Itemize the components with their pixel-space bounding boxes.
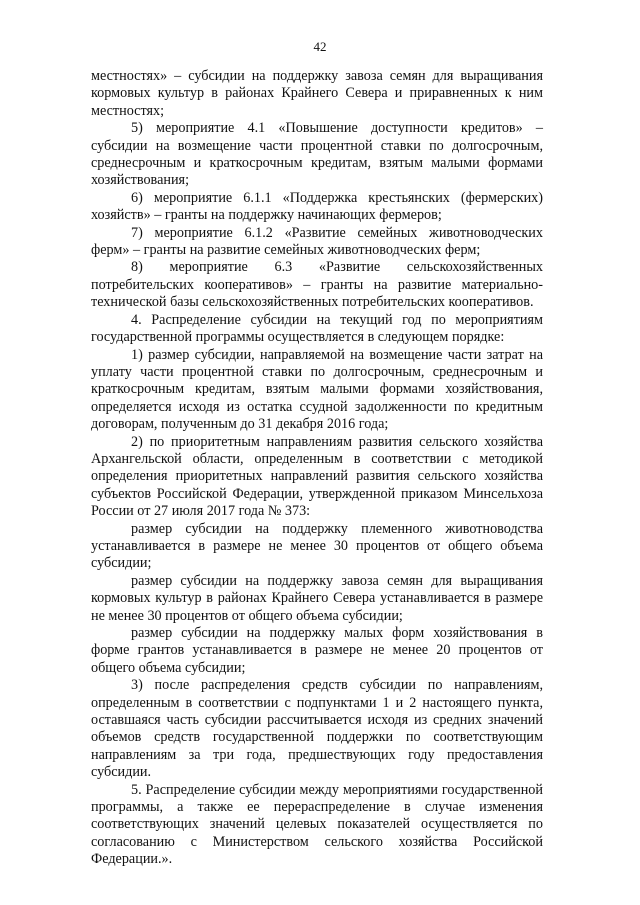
paragraph-grants-share: размер субсидии на поддержку малых форм хозяйствования в форме грантов устанавливается в размере не менее 20 процентов от общего объема субсидии;: [91, 625, 543, 676]
paragraph-breeding-share: размер субсидии на поддержку племенного животноводства устанавливается в размере не менее 30 процентов от общего объема субсидии;: [91, 520, 543, 572]
paragraph-seed-share: размер субсидии на поддержку завоза семян для выращивания кормовых культур в районах Крайнего Севера устанавливается в размере не менее 30 процентов от общего объема субсидии;: [91, 572, 543, 624]
paragraph-subitem-1: 1) размер субсидии, направляемой на возмещение части затрат на уплату части процентной ставки по долгосрочным, среднесрочным и краткосрочным кредитам, взятым малыми формами хозяйствования, определяется исходя из остатка ссудной задолженности по кредитным договорам, полученным до 31 декабря 2016 года;: [91, 346, 543, 433]
paragraph-section-5: 5. Распределение субсидии между мероприятиями государственной программы, а также ее перераспределение в случае изменения соответствующих значений целевых показателей осуществляется по согласованию с Министерством сельского хозяйства Российской Федерации.».: [91, 781, 543, 868]
paragraph-item-6: 6) мероприятие 6.1.1 «Поддержка крестьянских (фермерских) хозяйств» – гранты на поддержку начинающих фермеров;: [91, 189, 543, 224]
paragraph-item-8: 8) мероприятие 6.3 «Развитие сельскохозяйственных потребительских кооперативов» – гранты на развитие материально-технической базы сельскохозяйственных потребительских кооперативов.: [91, 259, 543, 311]
paragraph-subitem-2: 2) по приоритетным направлениям развития сельского хозяйства Архангельской области, определенным в соответствии с методикой определения приоритетных направлений развития сельского хозяйства субъектов Российской Федерации, утвержденной приказом Минсельхоза России от 27 июля 2017 года № 373:: [91, 433, 543, 520]
paragraph-continuation: местностях» – субсидии на поддержку завоза семян для выращивания кормовых культур в районах Крайнего Севера и приравненных к ним местностях;: [91, 68, 543, 119]
paragraph-section-4: 4. Распределение субсидии на текущий год по мероприятиям государственной программы осуществляется в следующем порядке:: [91, 311, 543, 346]
document-body: [91, 68, 543, 869]
paragraph-item-7: 7) мероприятие 6.1.2 «Развитие семейных животноводческих ферм» – гранты на развитие семейных животноводческих ферм;: [91, 224, 543, 259]
paragraph-subitem-3: 3) после распределения средств субсидии по направлениям, определенным в соответствии с подпунктами 1 и 2 настоящего пункта, оставшаяся часть субсидии рассчитывается исходя из средних значений объемов средств государственной поддержки по соответствующим направлениям за три года, предшествующих году предоставления субсидии.: [91, 677, 543, 781]
paragraph-item-5: 5) мероприятие 4.1 «Повышение доступности кредитов» – субсидии на возмещение части процентной ставки по долгосрочным, среднесрочным и краткосрочным кредитам, взятым малыми формами хозяйствования;: [91, 120, 543, 189]
page-number: 42: [313, 39, 327, 54]
